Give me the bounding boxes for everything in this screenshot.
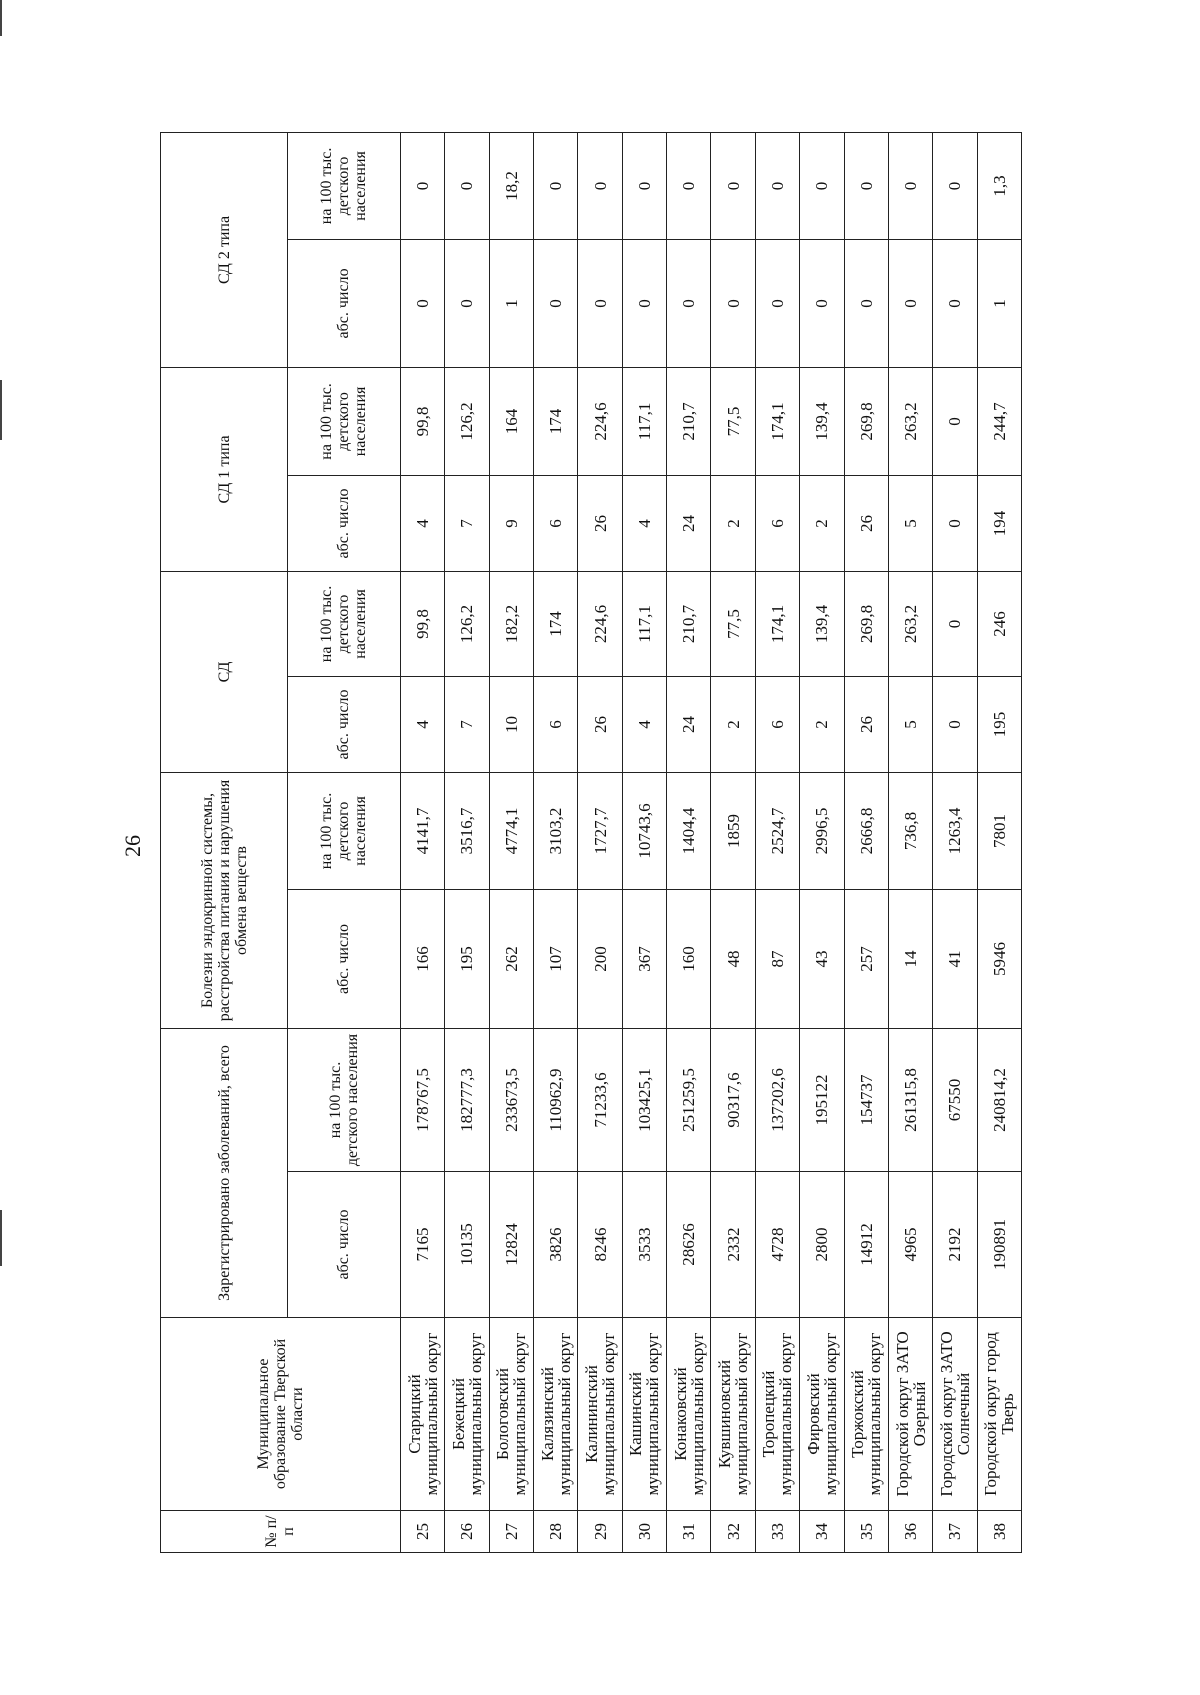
municipality-name: Бологовский муниципальный округ	[489, 1318, 533, 1511]
row-number: 29	[578, 1511, 622, 1553]
cell-sd1-abs: 194	[977, 475, 1021, 571]
cell-registered-abs: 14912	[844, 1172, 888, 1318]
cell-endocrine-abs: 367	[622, 889, 666, 1028]
cell-sd1-per100: 117,1	[622, 367, 666, 475]
header-sd1: СД 1 типа	[161, 367, 288, 571]
cell-sd-per100: 246	[977, 571, 1021, 676]
header-abs-sd2: абс. число	[288, 239, 401, 367]
cell-endocrine-abs: 14	[888, 889, 932, 1028]
cell-registered-per100: 251259,5	[667, 1028, 711, 1171]
header-endocrine: Болезни эндокринной системы, расстройства питания и нарушения обмена веществ	[161, 772, 288, 1028]
cell-registered-abs: 28626	[667, 1172, 711, 1318]
municipality-name: Городской округ город Тверь	[977, 1318, 1021, 1511]
cell-sd-per100: 224,6	[578, 571, 622, 676]
cell-endocrine-per100: 4774,1	[489, 772, 533, 889]
cell-sd2-abs: 0	[578, 239, 622, 367]
cell-registered-abs: 7165	[400, 1172, 444, 1318]
table-row	[578, 132, 622, 1552]
cell-sd-abs: 2	[711, 676, 755, 772]
cell-sd1-abs: 9	[489, 475, 533, 571]
cell-sd1-abs: 2	[800, 475, 844, 571]
cell-sd1-per100: 77,5	[711, 367, 755, 475]
row-number: 38	[977, 1511, 1021, 1553]
cell-sd2-abs: 0	[888, 239, 932, 367]
header-row-1	[161, 132, 288, 1552]
left-edge-mark-3	[0, 1210, 2, 1266]
cell-sd-per100: 139,4	[800, 571, 844, 676]
cell-endocrine-per100: 4141,7	[400, 772, 444, 889]
cell-endocrine-per100: 7801	[977, 772, 1021, 889]
cell-sd2-per100: 1,3	[977, 132, 1021, 239]
cell-registered-abs: 3533	[622, 1172, 666, 1318]
cell-sd-abs: 6	[534, 676, 578, 772]
table-row	[400, 132, 444, 1552]
municipality-name: Городской округ ЗАТО Озерный	[888, 1318, 932, 1511]
cell-endocrine-abs: 160	[667, 889, 711, 1028]
municipality-name: Старицкий муниципальный округ	[400, 1318, 444, 1511]
cell-sd2-abs: 0	[933, 239, 977, 367]
cell-sd-abs: 26	[578, 676, 622, 772]
cell-sd-abs: 10	[489, 676, 533, 772]
header-abs-sd: абс. число	[288, 676, 401, 772]
cell-registered-abs: 2800	[800, 1172, 844, 1318]
table-row	[711, 132, 755, 1552]
cell-endocrine-per100: 1404,4	[667, 772, 711, 889]
cell-sd2-abs: 0	[711, 239, 755, 367]
cell-endocrine-per100: 736,8	[888, 772, 932, 889]
cell-sd-per100: 174,1	[755, 571, 799, 676]
cell-sd2-per100: 0	[800, 132, 844, 239]
row-number: 26	[445, 1511, 489, 1553]
row-number: 28	[534, 1511, 578, 1553]
header-sd2: СД 2 типа	[161, 132, 288, 367]
cell-endocrine-per100: 3516,7	[445, 772, 489, 889]
cell-registered-per100: 71233,6	[578, 1028, 622, 1171]
cell-endocrine-abs: 107	[534, 889, 578, 1028]
cell-sd-abs: 4	[622, 676, 666, 772]
cell-registered-per100: 195122	[800, 1028, 844, 1171]
cell-sd1-per100: 0	[933, 367, 977, 475]
cell-endocrine-abs: 43	[800, 889, 844, 1028]
row-number: 35	[844, 1511, 888, 1553]
cell-registered-abs: 2332	[711, 1172, 755, 1318]
header-municipality: Муниципальное образование Тверской области	[161, 1318, 401, 1511]
cell-endocrine-abs: 195	[445, 889, 489, 1028]
cell-sd-per100: 182,2	[489, 571, 533, 676]
cell-endocrine-per100: 2524,7	[755, 772, 799, 889]
municipality-name: Кашинский муниципальный округ	[622, 1318, 666, 1511]
cell-sd-per100: 174	[534, 571, 578, 676]
row-number: 31	[667, 1511, 711, 1553]
header-abs-sd1: абс. число	[288, 475, 401, 571]
cell-sd1-abs: 2	[711, 475, 755, 571]
cell-endocrine-per100: 2666,8	[844, 772, 888, 889]
cell-sd1-per100: 139,4	[800, 367, 844, 475]
cell-registered-per100: 103425,1	[622, 1028, 666, 1171]
cell-sd1-per100: 174	[534, 367, 578, 475]
cell-sd-per100: 77,5	[711, 571, 755, 676]
cell-registered-abs: 4965	[888, 1172, 932, 1318]
municipality-name: Торжокский муниципальный округ	[844, 1318, 888, 1511]
cell-sd2-per100: 0	[711, 132, 755, 239]
cell-sd1-abs: 24	[667, 475, 711, 571]
table-row	[977, 132, 1021, 1552]
cell-sd-abs: 5	[888, 676, 932, 772]
cell-sd-per100: 263,2	[888, 571, 932, 676]
cell-sd2-abs: 0	[667, 239, 711, 367]
cell-endocrine-abs: 5946	[977, 889, 1021, 1028]
municipality-name: Фировский муниципальный округ	[800, 1318, 844, 1511]
cell-sd2-per100: 0	[622, 132, 666, 239]
cell-sd-per100: 210,7	[667, 571, 711, 676]
cell-sd1-per100: 99,8	[400, 367, 444, 475]
cell-sd2-per100: 18,2	[489, 132, 533, 239]
cell-registered-per100: 90317,6	[711, 1028, 755, 1171]
municipality-name: Торопецкий муниципальный округ	[755, 1318, 799, 1511]
cell-sd2-per100: 0	[578, 132, 622, 239]
cell-sd-abs: 2	[800, 676, 844, 772]
cell-endocrine-per100: 1727,7	[578, 772, 622, 889]
cell-sd1-abs: 4	[400, 475, 444, 571]
cell-sd1-abs: 7	[445, 475, 489, 571]
table-row	[445, 132, 489, 1552]
cell-sd-abs: 26	[844, 676, 888, 772]
cell-sd-abs: 4	[400, 676, 444, 772]
table-row	[755, 132, 799, 1552]
cell-sd1-per100: 224,6	[578, 367, 622, 475]
cell-sd1-per100: 126,2	[445, 367, 489, 475]
cell-registered-per100: 240814,2	[977, 1028, 1021, 1171]
cell-sd-abs: 6	[755, 676, 799, 772]
table-row	[667, 132, 711, 1552]
header-per100-endocrine: на 100 тыс. детского населения	[288, 772, 401, 889]
cell-endocrine-per100: 2996,5	[800, 772, 844, 889]
table-row	[933, 132, 977, 1552]
morbidity-table	[160, 132, 1022, 1553]
cell-sd2-abs: 0	[622, 239, 666, 367]
cell-sd2-per100: 0	[888, 132, 932, 239]
cell-registered-abs: 190891	[977, 1172, 1021, 1318]
municipality-name: Бежецкий муниципальный округ	[445, 1318, 489, 1511]
cell-sd-per100: 126,2	[445, 571, 489, 676]
cell-sd1-abs: 0	[933, 475, 977, 571]
cell-sd2-per100: 0	[844, 132, 888, 239]
cell-endocrine-abs: 48	[711, 889, 755, 1028]
cell-sd1-per100: 244,7	[977, 367, 1021, 475]
cell-endocrine-per100: 10743,6	[622, 772, 666, 889]
cell-sd1-per100: 174,1	[755, 367, 799, 475]
municipality-name: Калининский муниципальный округ	[578, 1318, 622, 1511]
cell-sd-abs: 195	[977, 676, 1021, 772]
row-number: 37	[933, 1511, 977, 1553]
cell-sd2-abs: 0	[400, 239, 444, 367]
row-number: 34	[800, 1511, 844, 1553]
cell-endocrine-abs: 262	[489, 889, 533, 1028]
municipality-name: Конаковский муниципальный округ	[667, 1318, 711, 1511]
municipality-name: Кувшиновский муниципальный округ	[711, 1318, 755, 1511]
cell-endocrine-abs: 41	[933, 889, 977, 1028]
header-registered: Зарегистрировано заболеваний, всего	[161, 1028, 288, 1317]
cell-sd-abs: 0	[933, 676, 977, 772]
cell-registered-per100: 233673,5	[489, 1028, 533, 1171]
cell-sd2-per100: 0	[534, 132, 578, 239]
cell-sd1-per100: 164	[489, 367, 533, 475]
table-row	[800, 132, 844, 1552]
cell-sd2-abs: 0	[755, 239, 799, 367]
cell-sd-per100: 0	[933, 571, 977, 676]
cell-sd2-per100: 0	[755, 132, 799, 239]
header-per100-registered: на 100 тыс. детского населения	[288, 1028, 401, 1171]
cell-endocrine-per100: 1859	[711, 772, 755, 889]
row-number: 32	[711, 1511, 755, 1553]
page-number: 26	[120, 835, 145, 857]
cell-sd1-abs: 26	[578, 475, 622, 571]
header-no: № п/п	[161, 1511, 401, 1553]
row-number: 25	[400, 1511, 444, 1553]
cell-registered-abs: 2192	[933, 1172, 977, 1318]
table-row	[489, 132, 533, 1552]
header-per100-sd: на 100 тыс. детского населения	[288, 571, 401, 676]
header-abs-registered: абс. число	[288, 1172, 401, 1318]
header-sd: СД	[161, 571, 288, 772]
cell-registered-per100: 154737	[844, 1028, 888, 1171]
cell-endocrine-per100: 3103,2	[534, 772, 578, 889]
cell-endocrine-abs: 166	[400, 889, 444, 1028]
cell-sd1-abs: 26	[844, 475, 888, 571]
cell-sd1-per100: 210,7	[667, 367, 711, 475]
cell-sd2-per100: 0	[400, 132, 444, 239]
left-edge-mark	[0, 0, 2, 36]
cell-sd2-abs: 1	[489, 239, 533, 367]
cell-sd1-abs: 6	[755, 475, 799, 571]
table-row	[888, 132, 932, 1552]
cell-registered-per100: 182777,3	[445, 1028, 489, 1171]
row-number: 33	[755, 1511, 799, 1553]
cell-sd2-abs: 0	[534, 239, 578, 367]
header-abs-endocrine: абс. число	[288, 889, 401, 1028]
cell-sd2-per100: 0	[667, 132, 711, 239]
municipality-name: Калязинский муниципальный округ	[534, 1318, 578, 1511]
cell-sd2-abs: 1	[977, 239, 1021, 367]
cell-sd-abs: 24	[667, 676, 711, 772]
cell-sd2-abs: 0	[445, 239, 489, 367]
cell-sd-abs: 7	[445, 676, 489, 772]
rotated-table-wrapper	[160, 133, 1022, 1553]
cell-registered-per100: 137202,6	[755, 1028, 799, 1171]
row-number: 36	[888, 1511, 932, 1553]
cell-sd1-abs: 6	[534, 475, 578, 571]
table-row	[622, 132, 666, 1552]
table-body	[161, 132, 1022, 1552]
table-row	[534, 132, 578, 1552]
left-edge-mark-2	[0, 380, 2, 440]
cell-sd2-per100: 0	[933, 132, 977, 239]
cell-registered-per100: 67550	[933, 1028, 977, 1171]
cell-sd-per100: 117,1	[622, 571, 666, 676]
cell-sd2-per100: 0	[445, 132, 489, 239]
table-row	[844, 132, 888, 1552]
header-per100-sd2: на 100 тыс. детского населения	[288, 132, 401, 239]
cell-endocrine-abs: 87	[755, 889, 799, 1028]
cell-sd1-abs: 5	[888, 475, 932, 571]
cell-endocrine-abs: 257	[844, 889, 888, 1028]
cell-endocrine-abs: 200	[578, 889, 622, 1028]
cell-sd1-per100: 269,8	[844, 367, 888, 475]
cell-registered-per100: 261315,8	[888, 1028, 932, 1171]
cell-sd-per100: 99,8	[400, 571, 444, 676]
municipality-name: Городской округ ЗАТО Солнечный	[933, 1318, 977, 1511]
cell-sd1-abs: 4	[622, 475, 666, 571]
cell-endocrine-per100: 1263,4	[933, 772, 977, 889]
cell-registered-abs: 4728	[755, 1172, 799, 1318]
row-number: 30	[622, 1511, 666, 1553]
cell-sd-per100: 269,8	[844, 571, 888, 676]
cell-registered-per100: 110962,9	[534, 1028, 578, 1171]
cell-registered-abs: 12824	[489, 1172, 533, 1318]
cell-sd2-abs: 0	[800, 239, 844, 367]
cell-registered-abs: 3826	[534, 1172, 578, 1318]
header-per100-sd1: на 100 тыс. детского населения	[288, 367, 401, 475]
cell-registered-per100: 178767,5	[400, 1028, 444, 1171]
cell-registered-abs: 10135	[445, 1172, 489, 1318]
cell-sd1-per100: 263,2	[888, 367, 932, 475]
cell-sd2-abs: 0	[844, 239, 888, 367]
row-number: 27	[489, 1511, 533, 1553]
cell-registered-abs: 8246	[578, 1172, 622, 1318]
